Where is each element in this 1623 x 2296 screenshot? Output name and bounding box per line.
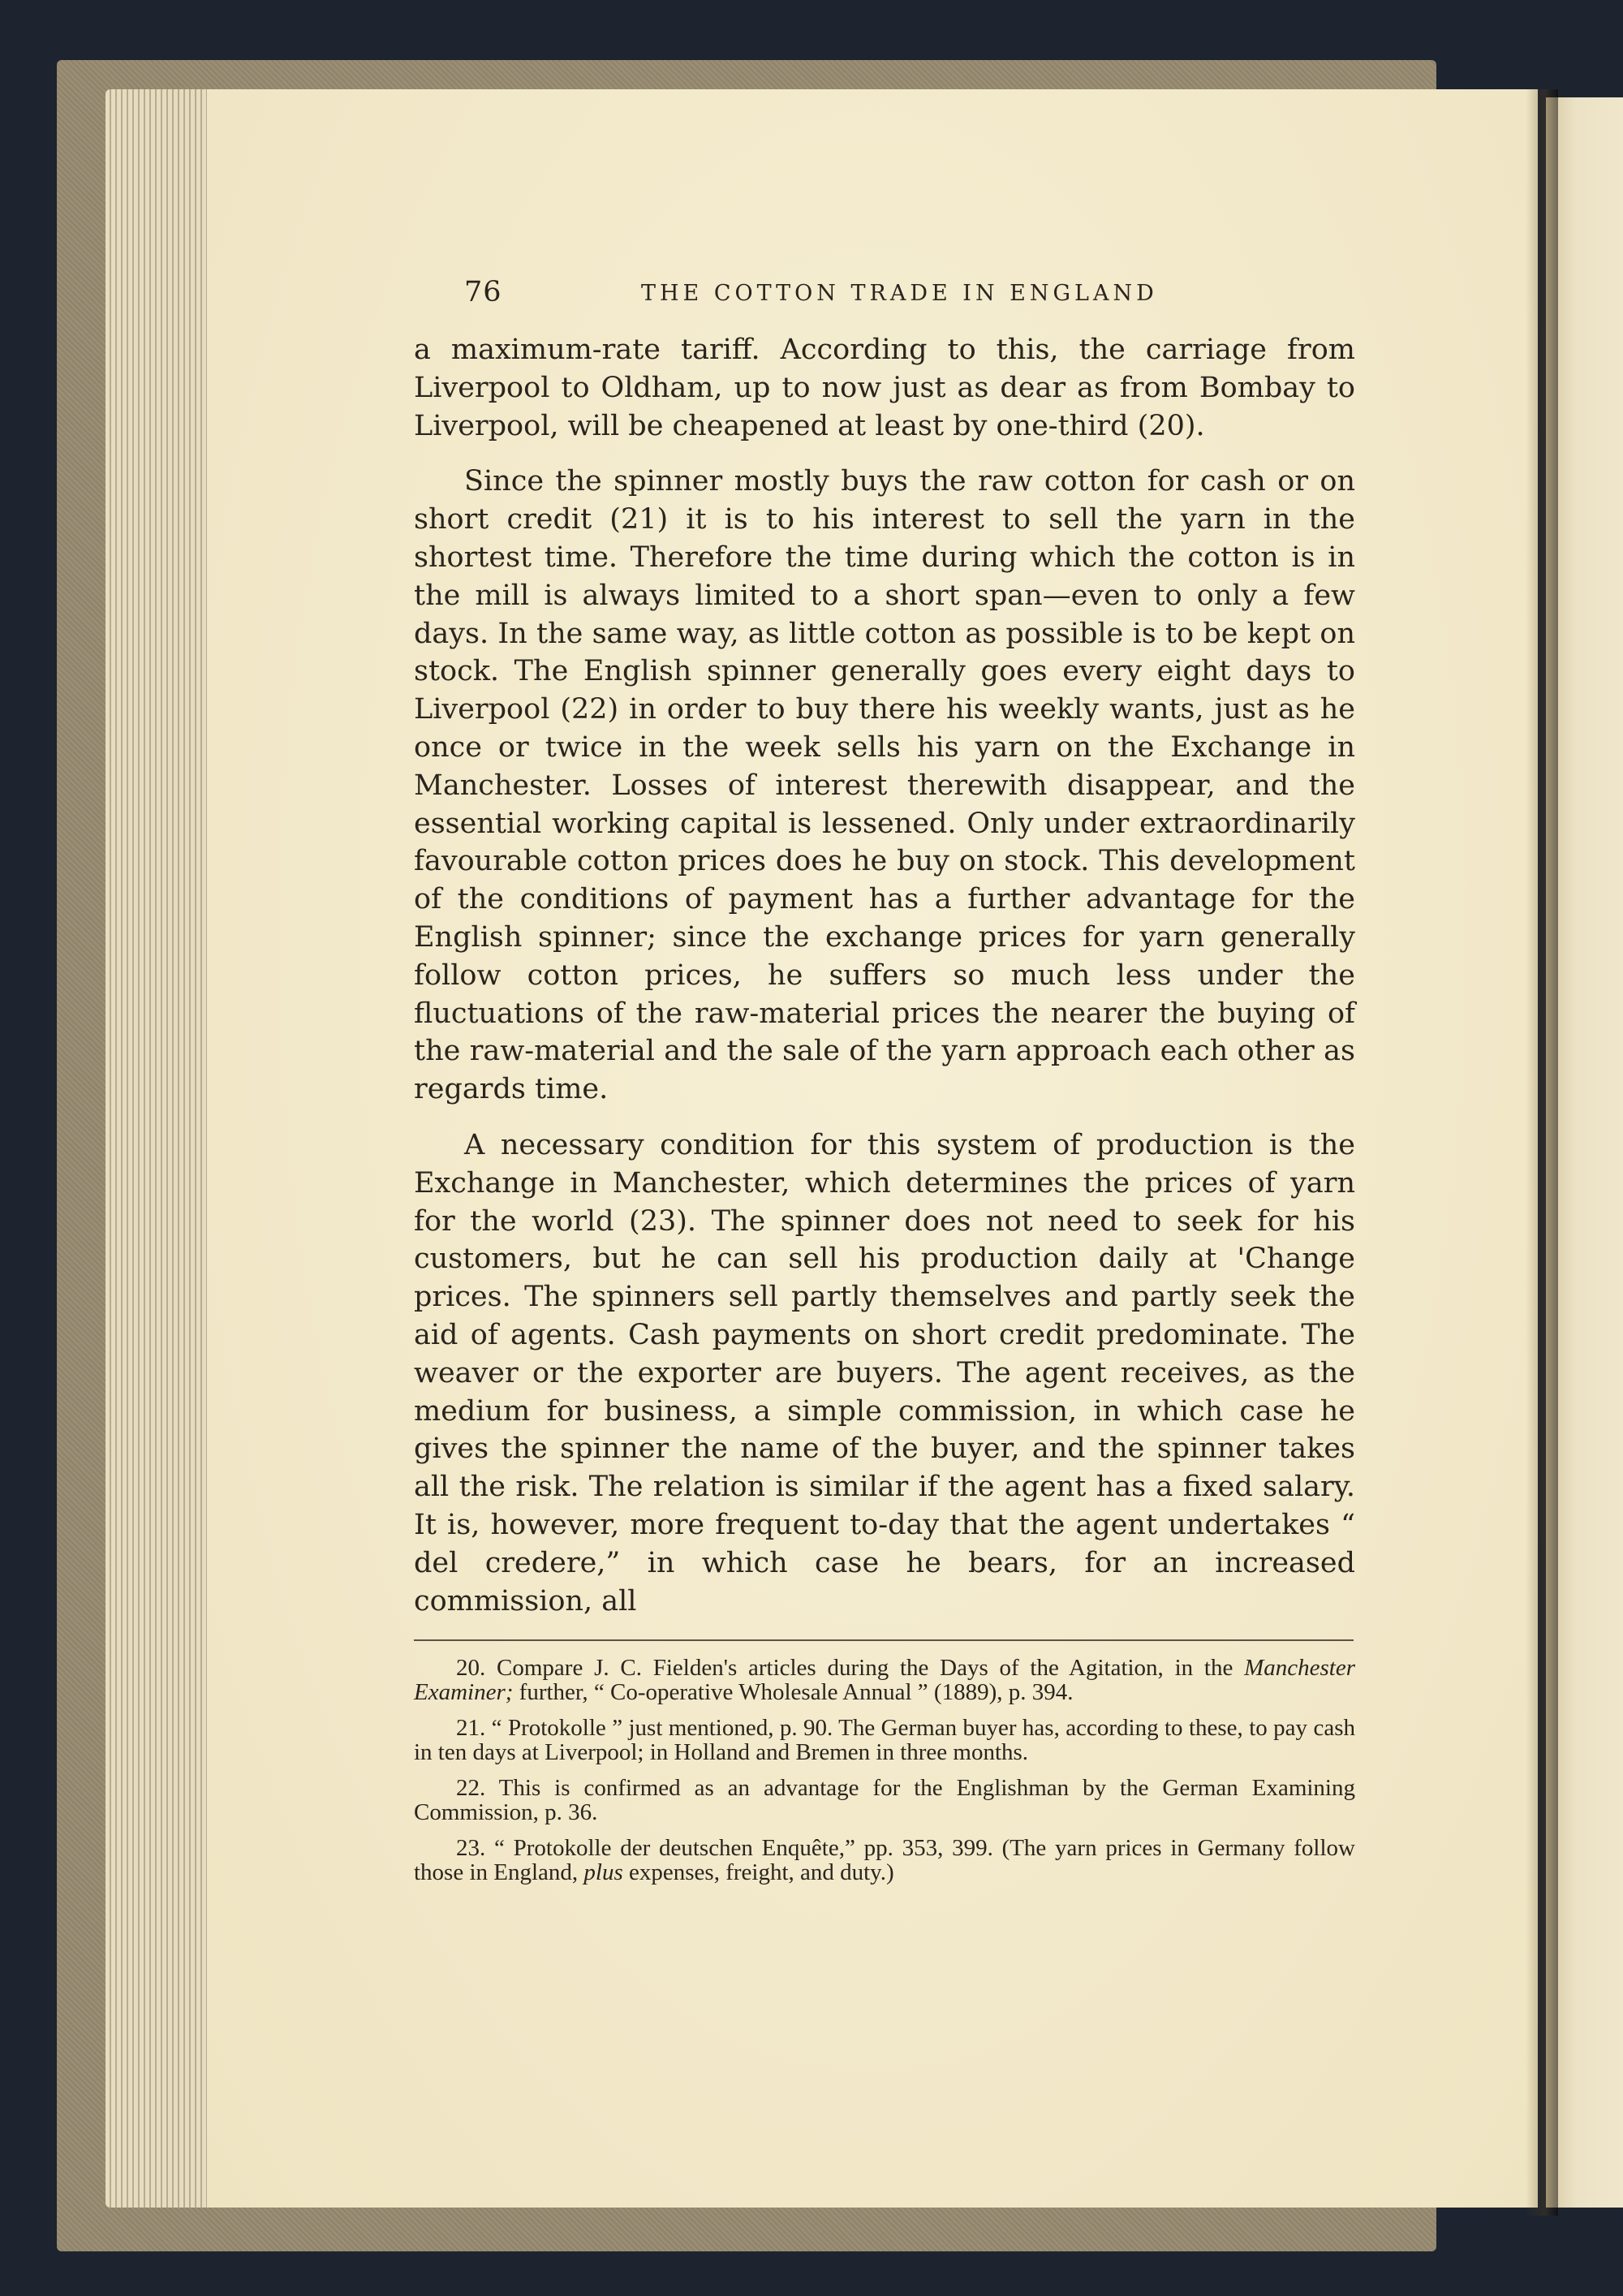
gutter-shadow bbox=[1526, 89, 1558, 2216]
running-head bbox=[414, 276, 1355, 325]
running-title: THE COTTON TRADE IN ENGLAND bbox=[641, 281, 1158, 306]
footnote: 22. This is confirmed as an advantage for the Englishman by the German Examining Commission, p. 36. bbox=[414, 1775, 1355, 1826]
paragraph: Since the spinner mostly buys the raw cotton for cash or on short credit (21) it is to his interest to sell the yarn in the shortest time. Therefore the time during which the cotton is in the mill is always limited to a short span—even to only a few days. In the same way, as little cotton as possible is to be kept on stock. The English spinner generally goes every eight days to Liverpool (22) in order to buy there his weekly wants, just as he once or twice in the week sells his yarn on the Exchange in Manchester. Losses of interest therewith disappear, and the essential working capital is lessened. Only under extraordinarily favourable cotton prices does he buy on stock. This development of the conditions of payment has a further advantage for the English spinner; since the exchange prices for yarn generally follow cotton prices, he suffers so much less under the fluctuations of the raw-material prices the nearer the buying of the raw-material and the sale of the yarn approach each other as regards time. bbox=[414, 465, 1355, 1106]
paragraph: a maximum-rate tariff. According to this, the carriage from Liverpool to Oldham, up to now just as dear as from Bombay to Liverpool, will be cheapened at least by one-third (20). bbox=[414, 334, 1355, 442]
page-edges bbox=[105, 89, 211, 2208]
paragraph: A necessary condition for this system of production is the Exchange in Manchester, which determines the prices of yarn for the world (23). The spinner does not need to seek for his customers, but he can sell his production daily at 'Change prices. The spinners sell partly themselves and partly seek the aid of agents. Cash payments on short credit predominate. The weaver or the exporter are buyers. The agent receives, as the medium for business, a simple commission, in which case he gives the spinner the name of the buyer, and the spinner takes all the risk. The relation is similar if the agent has a fixed salary. It is, however, more frequent to-day that the agent undertakes “ del credere,” in which case he bears, for an increased commission, all bbox=[414, 1128, 1355, 1618]
body-text bbox=[414, 331, 1355, 1620]
footnote-rule bbox=[414, 1639, 1354, 1641]
footnote: 20. Compare J. C. Fielden's articles during the Days of the Agitation, in the Manchester Examiner; further, “ Co-operative Wholesale Annual ” (1889), p. 394. bbox=[414, 1655, 1355, 1706]
page-number: 76 bbox=[464, 276, 502, 308]
footnote: 21. “ Protokolle ” just mentioned, p. 90. The German buyer has, according to these, to pay cash in ten days at Liverpool; in Holland and Bremen in three months. bbox=[414, 1715, 1355, 1766]
footnotes bbox=[414, 1656, 1355, 1885]
page-content bbox=[414, 276, 1355, 1896]
footnote: 23. “ Protokolle der deutschen Enquête,” pp. 353, 399. (The yarn prices in Germany follow those in England, plus expenses, freight, and duty.) bbox=[414, 1835, 1355, 1886]
